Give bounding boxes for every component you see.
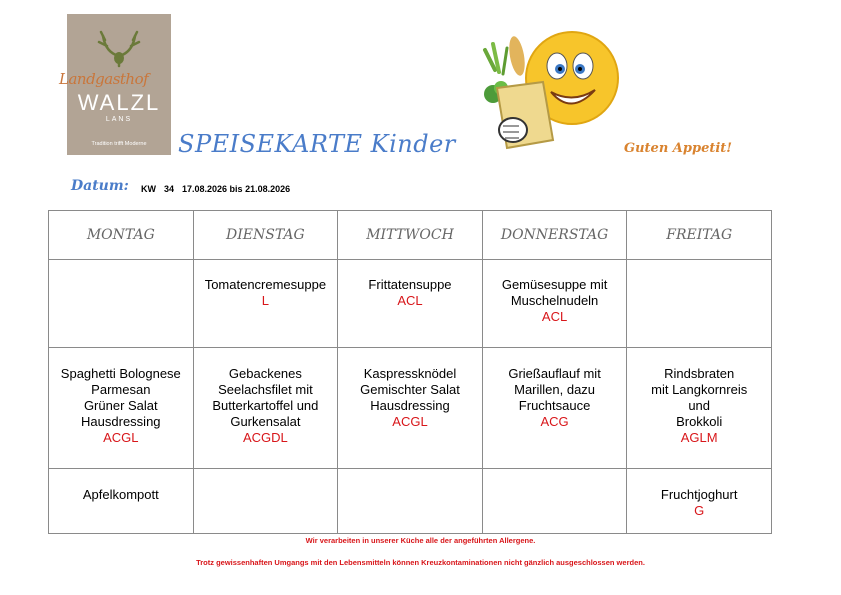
dish-line: Kaspressknödel (363, 366, 457, 381)
day-header-monday: MONTAG (49, 211, 194, 260)
menu-cell (49, 260, 194, 348)
menu-item (627, 260, 771, 277)
smiley-grocery-bag-icon (477, 30, 627, 155)
dish-line: Gurkensalat (230, 414, 301, 429)
menu-item (338, 260, 482, 309)
antler-icon (95, 28, 143, 68)
menu-item (338, 469, 482, 487)
allergen-code: ACL (541, 309, 568, 324)
dish-line: und (688, 398, 711, 413)
kw-label: KW (141, 184, 156, 194)
menu-item (194, 348, 338, 446)
dish-line: Hausdressing (81, 414, 161, 429)
dish-line: Frittatensuppe (368, 277, 452, 292)
dish-line: Spaghetti Bolognese (60, 366, 181, 381)
menu-cell (627, 348, 772, 469)
menu-cell (338, 469, 483, 534)
menu-item (194, 469, 338, 487)
menu-cell (193, 348, 338, 469)
logo-brand: WALZL (77, 90, 161, 115)
allergen-code: L (261, 293, 269, 308)
menu-item (49, 469, 193, 503)
menu-item (49, 260, 193, 277)
menu-cell (49, 348, 194, 469)
dish-line: Grüner Salat (83, 398, 158, 413)
dish-line: Gemüsesuppe mit (501, 277, 608, 292)
menu-item (627, 469, 771, 519)
menu-cell (338, 348, 483, 469)
calendar-week (141, 184, 298, 194)
dessert-row (49, 469, 772, 534)
dish-line: Marillen, dazu (514, 382, 596, 397)
dish-line: Brokkoli (676, 414, 723, 429)
dish-line: Butterkartoffel und (212, 398, 319, 413)
menu-item (338, 348, 482, 430)
dish-line: Fruchtsauce (518, 398, 591, 413)
menu-item (483, 469, 627, 487)
dish-line: Hausdressing (370, 398, 450, 413)
dish-line: Gemischter Salat (360, 382, 460, 397)
dish-line: Grießauflauf mit (508, 366, 601, 381)
menu-cell (627, 469, 772, 534)
allergen-code: G (694, 503, 705, 518)
logo-script-text: Landgasthof (59, 70, 149, 88)
restaurant-logo (59, 14, 171, 155)
dish-line: mit Langkornreis (651, 382, 748, 397)
greeting-text: Guten Appetit! (624, 141, 732, 156)
menu-cell (338, 260, 483, 348)
date-label: Datum: (71, 178, 129, 194)
menu-cell (49, 469, 194, 534)
weekly-menu-table (48, 210, 772, 534)
menu-cell (627, 260, 772, 348)
dish-line: Muschelnudeln (510, 293, 599, 308)
kw-number: 34 (164, 184, 175, 194)
soup-row (49, 260, 772, 348)
main-course-row (49, 348, 772, 469)
logo-town: LANS (105, 116, 133, 123)
dish-line: Seelachsfilet mit (218, 382, 313, 397)
dish-line: Gebackenes (228, 366, 302, 381)
menu-item (49, 348, 193, 446)
day-header-wednesday: MITTWOCH (338, 211, 483, 260)
dish-line: Rindsbraten (664, 366, 735, 381)
dish-line: Tomatencremesuppe (204, 277, 327, 292)
day-header-thursday: DONNERSTAG (482, 211, 627, 260)
menu-cell (193, 469, 338, 534)
dish-line: Apfelkompott (82, 487, 159, 502)
menu-cell (482, 260, 627, 348)
allergen-code: ACGL (103, 430, 139, 445)
menu-cell (193, 260, 338, 348)
cross-contamination-note: Trotz gewissenhaften Umgangs mit den Lebensmitteln können Kreuzkontaminationen nicht gänzlich ausgeschlossen werden. (196, 558, 645, 567)
menu-item (483, 348, 627, 430)
day-header-row (49, 211, 772, 260)
allergen-code: ACGL (392, 414, 428, 429)
menu-item (194, 260, 338, 309)
logo-tagline: Tradition trifft Moderne (91, 141, 147, 147)
day-header-tuesday: DIENSTAG (193, 211, 338, 260)
page-title: SPEISEKARTE Kinder (178, 130, 456, 158)
day-header-friday: FREITAG (627, 211, 772, 260)
allergen-note: Wir verarbeiten in unserer Küche alle der angeführten Allergene. (305, 536, 536, 545)
date-range: 17.08.2026 bis 21.08.2026 (182, 184, 291, 194)
menu-cell (482, 469, 627, 534)
allergen-code: ACGDL (242, 430, 288, 445)
dish-line: Parmesan (91, 382, 151, 397)
allergen-code: ACG (540, 414, 569, 429)
menu-item (627, 348, 771, 446)
dish-line: Fruchtjoghurt (660, 487, 738, 502)
allergen-code: AGLM (680, 430, 718, 445)
menu-item (483, 260, 627, 325)
menu-cell (482, 348, 627, 469)
allergen-code: ACL (397, 293, 423, 308)
